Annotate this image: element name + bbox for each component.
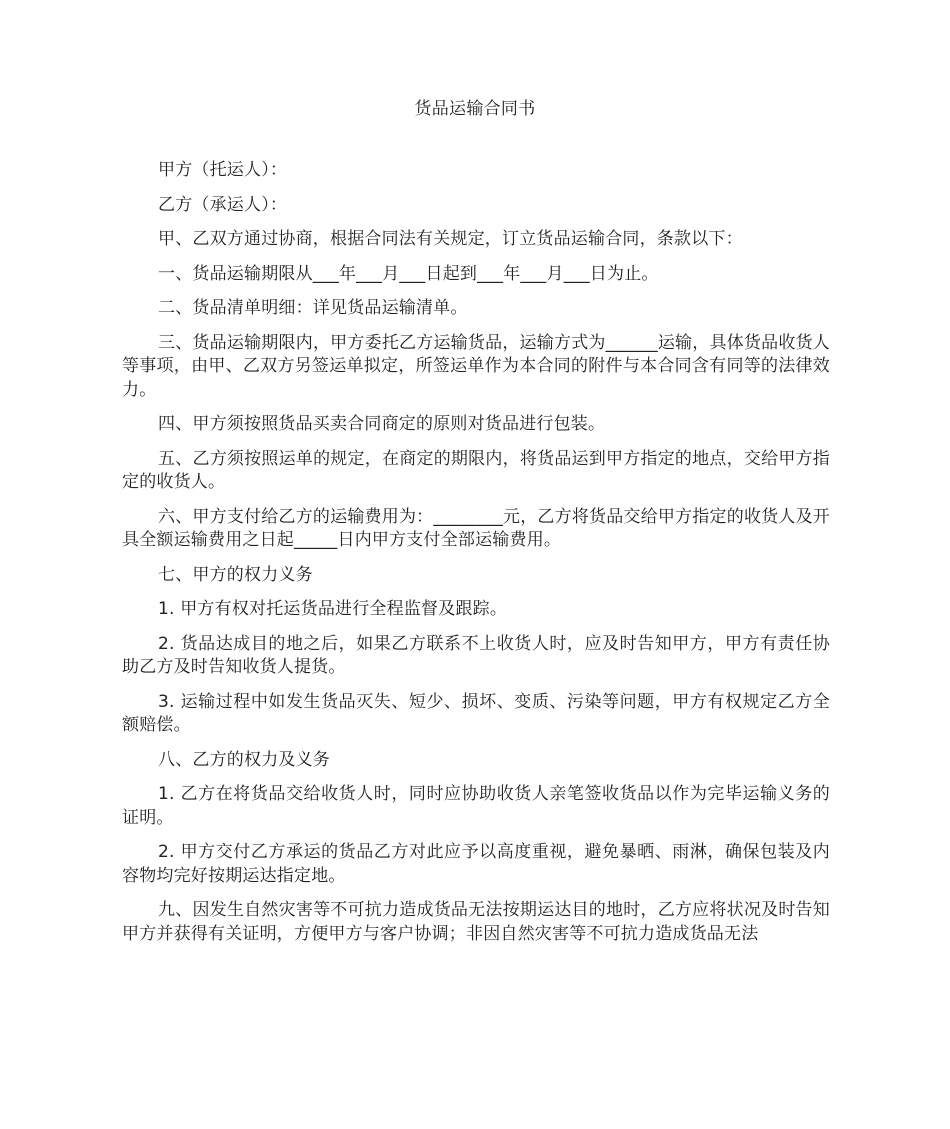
paragraph-party-a: 甲方（托运人）： — [158, 160, 288, 180]
document-title: 货品运输合同书 — [414, 99, 536, 119]
document-body — [122, 159, 830, 957]
paragraph-clause-8-item-2: 2. 甲方交付乙方承运的货品乙方对此应予以高度重视，避免暴晒、雨淋，确保包装及内容物均完好按期运达指定地。 — [122, 842, 830, 886]
paragraph-clause-6: 六、甲方支付给乙方的运输费用为：________元，乙方将货品交给甲方指定的收货人及开具全额运输费用之日起_____日内甲方支付全部运输费用。 — [122, 506, 830, 550]
paragraph-clause-7-item-2: 2. 货品达成目的地之后，如果乙方联系不上收货人时，应及时告知甲方，甲方有责任协助乙方及时告知收货人提货。 — [122, 633, 830, 677]
paragraph-clause-9: 九、因发生自然灾害等不可抗力造成货品无法按期运达目的地时，乙方应将状况及时告知甲方并获得有关证明，方便甲方与客户协调；非因自然灾害等不可抗力造成货品无法 — [122, 900, 830, 944]
paragraph-clause-7-item-3: 3. 运输过程中如发生货品灭失、短少、损坏、变质、污染等问题，甲方有权规定乙方全额赔偿。 — [122, 691, 830, 735]
paragraph-clause-8-item-1: 1. 乙方在将货品交给收货人时，同时应协助收货人亲笔签收货品以作为完毕运输义务的证明。 — [122, 784, 830, 828]
paragraph-clause-3: 三、货品运输期限内，甲方委托乙方运输货品，运输方式为______运输，具体货品收货人等事项，由甲、乙双方另签运单拟定，所签运单作为本合同的附件与本合同含有同等的法律效力。 — [122, 332, 830, 400]
paragraph-clause-5: 五、乙方须按照运单的规定，在商定的期限内，将货品运到甲方指定的地点，交给甲方指定的收货人。 — [122, 448, 830, 492]
paragraph-clause-8-heading: 八、乙方的权力及义务 — [158, 749, 330, 770]
paragraph-clause-7-item-1: 1. 甲方有权对托运货品进行全程监督及跟踪。 — [158, 599, 508, 619]
paragraph-clause-1: 一、货品运输期限从___年___月___日起到___年___月___日为止。 — [158, 263, 659, 284]
paragraph-party-b: 乙方（承运人）： — [158, 194, 288, 215]
paragraph-clause-7-heading: 七、甲方的权力义务 — [158, 564, 313, 585]
paragraph-preamble: 甲、乙双方通过协商，根据合同法有关规定，订立货品运输合同，条款以下： — [158, 229, 743, 249]
paragraph-clause-4: 四、甲方须按照货品买卖合同商定的原则对货品进行包装。 — [158, 414, 606, 434]
paragraph-clause-2: 二、货品清单明细：详见货品运输清单。 — [158, 298, 468, 318]
